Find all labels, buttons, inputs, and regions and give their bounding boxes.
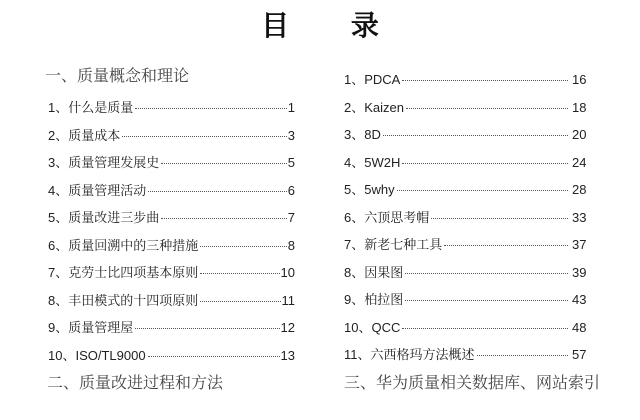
toc-entry-page: 5 [287,155,295,170]
toc-entry-page: 16 [572,72,587,87]
dot-leader [148,191,287,192]
toc-entry-label: 7、新老七种工具 [344,237,443,252]
toc-entry-label: 5、5why [344,182,395,197]
toc-entry-label: 7、克劳士比四项基本原则 [48,265,199,280]
toc-entry-label: 1、什么是质量 [48,100,134,115]
toc-entry[interactable] [45,204,295,232]
toc-entry-page: 28 [572,182,587,197]
toc-entry-label: 6、质量回溯中的三种措施 [48,237,199,253]
toc-entry[interactable] [45,122,295,150]
dot-leader [135,328,279,329]
toc-entry[interactable] [344,66,594,94]
dot-leader [431,218,568,219]
toc-entry-page: 6 [287,182,295,198]
page-title: 目 录 [261,9,405,42]
toc-entry-page: 24 [572,154,587,170]
toc-entry[interactable] [45,232,295,260]
toc-entry-page: 7 [287,210,295,225]
toc-entry-page: 33 [572,209,587,225]
section-heading-3: 三、华为质量相关数据库、网站索引 [344,373,601,392]
toc-entry-page: 8 [287,237,295,253]
toc-entry-page: 43 [572,292,587,307]
toc-entry[interactable] [45,314,295,342]
section-heading-1: 一、质量概念和理论 [45,66,190,85]
toc-entry-page: 48 [572,319,587,335]
toc-entry-label: 10、QCC [344,319,401,335]
toc-entry-label: 2、质量成本 [48,127,121,143]
toc-entry-page: 57 [572,347,587,362]
dot-leader [405,273,568,274]
dot-leader [402,163,568,164]
toc-entry[interactable] [45,149,295,177]
toc-entry-page: 1 [287,100,295,115]
toc-entry-page: 37 [572,237,587,252]
dot-leader [477,355,569,356]
toc-entry[interactable] [45,287,295,315]
dot-leader [135,108,287,109]
toc-entry-label: 1、PDCA [344,72,401,87]
dot-leader [200,246,287,247]
toc-entry[interactable] [344,121,594,149]
dot-leader [200,301,280,302]
toc-entry-label: 8、丰田模式的十四项原则 [48,292,199,308]
toc-entry-page: 11 [281,292,295,308]
dot-leader [444,245,568,246]
toc-left-column [45,62,295,369]
dot-leader [200,273,279,274]
toc-right-column [344,66,614,369]
toc-entry-label: 9、柏拉图 [344,292,404,307]
toc-entry[interactable] [344,176,594,204]
toc-entry-label: 6、六顶思考帽 [344,209,430,225]
toc-entry-label: 3、8D [344,127,381,142]
dot-leader [161,218,287,219]
section-heading-2: 二、质量改进过程和方法 [47,373,224,392]
dot-leader [397,190,568,191]
dot-leader [402,328,568,329]
toc-entry[interactable] [45,94,295,122]
dot-leader [402,80,568,81]
dot-leader [161,163,287,164]
toc-entry-label: 8、因果图 [344,264,404,280]
toc-entry-page: 39 [572,264,587,280]
toc-entry-label: 9、质量管理屋 [48,320,134,335]
dot-leader [383,135,568,136]
toc-entry-label: 3、质量管理发展史 [48,155,160,170]
toc-entry-label: 11、六西格玛方法概述 [344,347,475,362]
toc-entry[interactable] [344,259,594,287]
toc-entry-page: 18 [572,99,587,115]
toc-entry[interactable] [45,177,295,205]
toc-entry-label: 4、质量管理活动 [48,182,147,198]
toc-entry[interactable] [344,231,594,259]
toc-entry-page: 20 [572,127,587,142]
toc-entry[interactable] [344,94,594,122]
toc-entry-page: 10 [280,265,295,280]
toc-entry-label: 4、5W2H [344,154,401,170]
toc-entry[interactable] [45,342,295,370]
toc-entry[interactable] [344,149,594,177]
toc-entry-label: 10、ISO/TL9000 [48,347,146,363]
toc-entry-label: 5、质量改进三步曲 [48,210,160,225]
toc-entry[interactable] [344,314,594,342]
dot-leader [148,356,280,357]
dot-leader [406,108,568,109]
dot-leader [122,136,287,137]
toc-entry[interactable] [344,286,594,314]
toc-entry[interactable] [45,259,295,287]
toc-entry[interactable] [344,204,594,232]
toc-entry-page: 3 [287,127,295,143]
toc-entry[interactable] [344,341,594,369]
toc-entry-label: 2、Kaizen [344,99,404,115]
toc-entry-page: 12 [280,320,295,335]
dot-leader [405,300,568,301]
toc-entry-page: 13 [280,347,295,363]
